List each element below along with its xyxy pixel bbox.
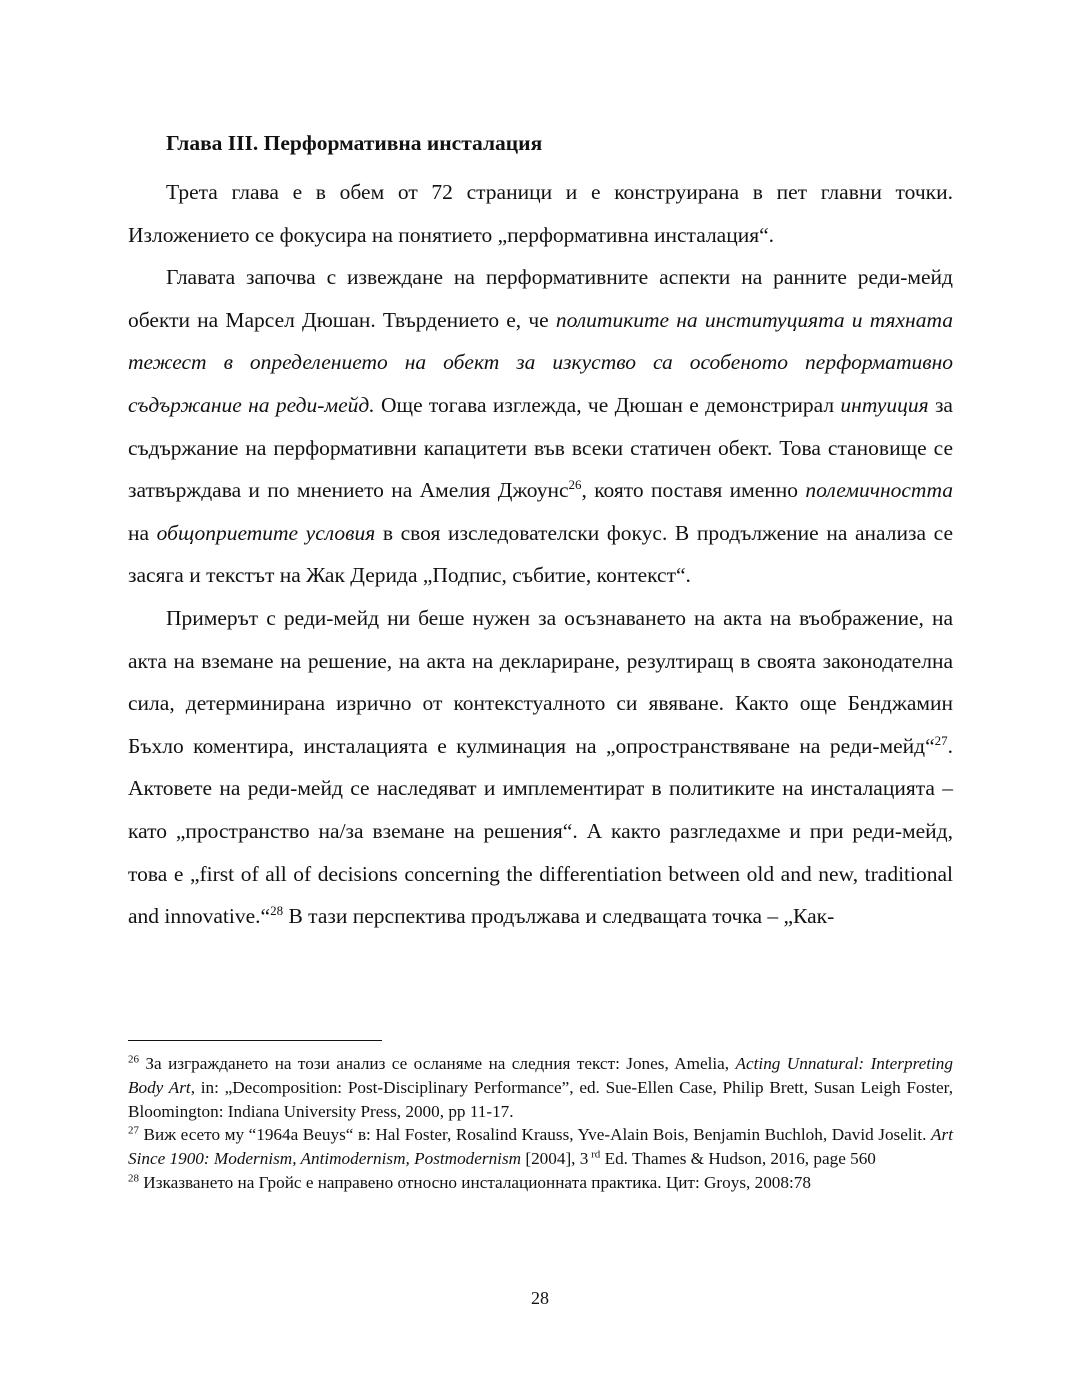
footnote-27-text-c: [2004], 3 — [521, 1149, 589, 1169]
footnote-27-italic-b: Art Since 1900: Modernism, Antimodernism, Postmodernism — [128, 1125, 953, 1169]
paragraph-2-text-a: Главата започва с извеждане на перформативните аспекти на ранните реди-мейд обекти на Марсел Дюшан. Твърдението е, че — [128, 265, 953, 332]
paragraph-2-text-e: за съдържание на перформативни капацитети във всеки статичен обект. Това становище се затвърждава и по мнението на Амелия Джоунс — [128, 392, 953, 503]
footnote-separator — [128, 1040, 382, 1041]
paragraph-2-text-j: в своя изследователски фокус. В продължение на анализа се засяга и текстът на Жак Дерида „Подпис, събитие, контекст“. — [128, 520, 953, 588]
paragraph-2 — [128, 256, 953, 597]
footnote-26-text-c: , in: „Decomposition: Post-Disciplinary Performance”, ed. Sue-Ellen Case, Philip Brett, Susan Leigh Foster, Bloomington: Indiana University Press, 2000, pp 11-17. — [128, 1077, 953, 1121]
page-number: 28 — [531, 1288, 549, 1308]
paragraph-2-italic-d: интуиция — [840, 392, 929, 417]
body-text — [128, 171, 953, 938]
footnote-ref-28: 28 — [270, 902, 284, 918]
footnote-26-text-a: За изграждането на този анализ се осланяме на следния текст: Jones, Amelia, — [139, 1054, 736, 1073]
footnote-26-italic-b: Acting Unnatural: Interpreting Body Art — [128, 1054, 953, 1097]
footnote-26-number: 26 — [128, 1053, 139, 1066]
paragraph-3 — [128, 597, 953, 938]
footnote-27-text-a: Виж есето му “1964a Beuys“ в: Hal Foster, Rosalind Krauss, Yve-Alain Bois, Benjamin Buchloh, David Joselit. — [139, 1125, 932, 1145]
chapter-heading: Глава III. Перформативна инсталация — [166, 131, 543, 155]
footnote-26 — [128, 1052, 953, 1123]
footnote-27 — [128, 1123, 953, 1171]
footnote-28-number: 28 — [128, 1172, 139, 1185]
footnote-28 — [128, 1171, 953, 1195]
footnotes — [128, 1052, 953, 1195]
paragraph-2-italic-i: общоприетите условия — [156, 520, 376, 545]
footnote-27-ordinal: rd — [588, 1148, 601, 1161]
paragraph-1 — [128, 171, 953, 256]
paragraph-2-italic-g: полемичността — [805, 478, 953, 503]
footnote-ref-27: 27 — [934, 732, 948, 748]
paragraph-1-text: Трета глава е в обем от 72 страници и е конструирана в пет главни точки. Изложението се фокусира на понятието „перформативна инсталация“. — [128, 180, 953, 247]
paragraph-2-text-c: Още тогава изглежда, че Дюшан е демонстрирал — [374, 392, 841, 417]
footnote-27-text-d: Ed. Thames & Hudson, 2016, page 560 — [600, 1149, 876, 1169]
footnote-ref-26: 26 — [568, 477, 582, 492]
paragraph-3-text-b: . Актовете на реди-мейд се наследяват и имплементират в политиките на инсталацията – като „пространство на/за вземане на решения“. А както разгледахме и при реди-мейд, това е „first of all of decisions concerning the differentiation between old and new, traditional and innovative.“ — [128, 733, 953, 929]
paragraph-2-text-h: на — [128, 520, 157, 545]
paragraph-3-text-a: Примерът с реди-мейд ни беше нужен за осъзнаването на акта на въображение, на акта на вземане на решение, на акта на деклариране, резултиращ в своята законодателна сила, детерминирана изрично от контекстуалното си явяване. Както още Бенджамин Бъхло коментира, инсталацията е кулминация на „опространствяване на реди-мейд“ — [128, 605, 953, 758]
footnote-28-text-a: Изказването на Гройс е направено относно инсталационната практика. Цит: Groys, 2008:78 — [139, 1172, 811, 1192]
paragraph-2-text-f: , която поставя именно — [581, 478, 806, 503]
paragraph-2-italic-b: политиките на институцията и тяхната тежест в определението на обект за изкуство са особеното перформативно съдържание на реди-мейд. — [128, 307, 953, 417]
footnote-27-number: 27 — [128, 1124, 139, 1137]
paragraph-3-text-c: В тази перспектива продължава и следващата точка – „Как- — [283, 904, 835, 929]
